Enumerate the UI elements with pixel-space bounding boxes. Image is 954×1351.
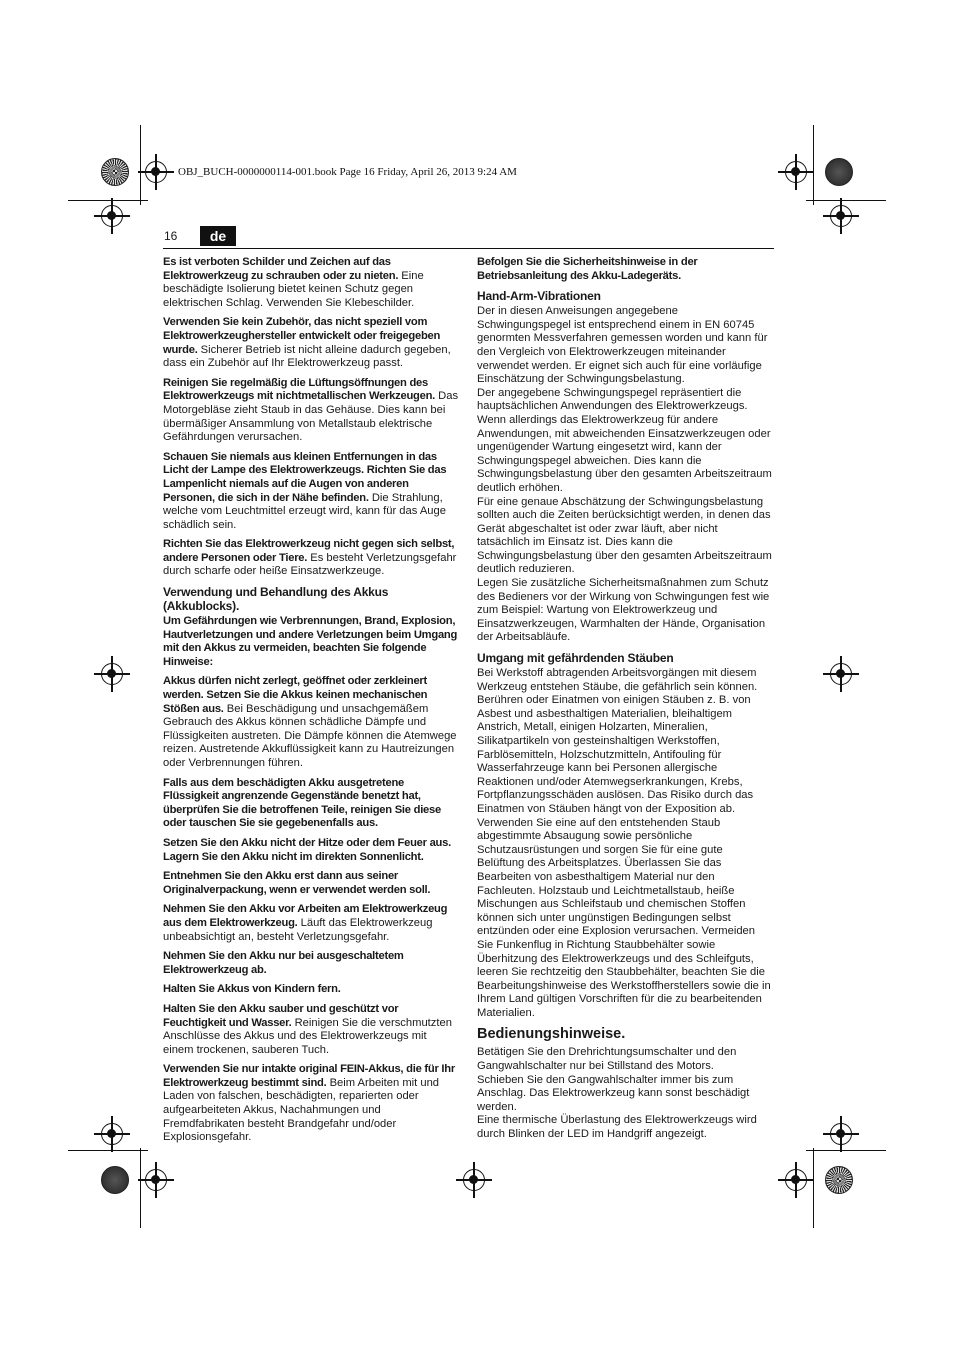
paragraph: Richten Sie das Elektrowerkzeug nicht gegen sich selbst, andere Personen oder Tiere. Es besteht Verletzungsgefahr durch scharfe oder heiße Einsatzwerkzeuge.	[163, 538, 457, 578]
paragraph: Nehmen Sie den Akku vor Arbeiten am Elektrowerkzeug aus dem Elektrowerkzeug. Läuft das Elektrowerkzeug unbeabsichtigt an, besteht Verletzungsgefahr.	[163, 903, 448, 943]
registration-mark-icon	[101, 1123, 123, 1145]
crop-mark	[813, 125, 814, 205]
paragraph: Bei Werkstoff abtragenden Arbeitsvorgängen mit diesem Werkzeug entstehen Stäube, die gefährlich sein können. Berühren oder Einatmen von einigen Stäuben z. B. von Asbest und asbesthaltigen Materialien, bleihaltigem Anstrich, Metall, einigen Holzarten, Mineralien, Silikatpartikeln von gesteinshaltigen Werkstoffen, Farblösemitteln, Holzschutzmitteln, Antifouling für Wasserfahrzeuge kann bei Personen allergische Reaktionen und/oder Atemwegserkrankungen, Krebs, Fortpflanzungsschäden auslösen. Das Risiko durch das Einatmen von Stäuben hängt von der Exposition ab. Verwenden Sie eine auf den entstehenden Staub abgestimmte Absaugung sowie persönliche Schutzausrüstungen und sorgen Sie für eine gute Belüftung des Arbeitsplatzes. Überlassen Sie das Bearbeiten von asbesthaltigem Material nur den Fachleuten. Holzstaub und Leichtmetallstaub, heiße Mischungen aus Schleifstaub und chemischen Stoffen können sich unter ungünstigen Bedingungen selbst entzünden oder eine Explosion verursachen. Vermeiden Sie Funkenflug in Richtung Staubbehälter sowie Überhitzung des Elektrowerkzeugs und des Schleifguts, leeren Sie rechtzeitig den Staubbehälter, beachten Sie die Bearbeitungshinweise des Werkstoffherstellers sowie die in Ihrem Land gültigen Vorschriften für die zu bearbeitenden Materialien.	[477, 667, 771, 1019]
section-heading-dust: Umgang mit gefährdenden Stäuben	[477, 651, 674, 666]
section-heading-vibration: Hand-Arm-Vibrationen	[477, 289, 601, 304]
registration-mark-icon	[785, 161, 807, 183]
header-divider	[163, 248, 774, 249]
crop-mark	[806, 200, 886, 201]
right-column	[477, 256, 773, 1142]
left-column	[163, 256, 459, 1151]
registration-mark-icon	[145, 161, 167, 183]
color-bar-icon	[825, 1166, 853, 1194]
crop-mark	[140, 1148, 141, 1228]
registration-mark-icon	[830, 205, 852, 227]
paragraph: Nehmen Sie den Akku nur bei ausgeschaltetem Elektrowerkzeug ab.	[163, 950, 404, 976]
registration-mark-icon	[830, 1123, 852, 1145]
paragraph: Es ist verboten Schilder und Zeichen auf das Elektrowerkzeug zu schrauben oder zu nieten. Eine beschädigte Isolierung bietet keinen Schutz gegen elektrischen Schlag. Verwenden Sie Klebeschilder.	[163, 256, 424, 309]
paragraph: Betätigen Sie den Drehrichtungsumschalter und den Gangwahlschalter nur bei Stillstand des Motors.	[477, 1046, 737, 1073]
crop-mark	[813, 1148, 814, 1228]
paragraph: Schauen Sie niemals aus kleinen Entfernungen in das Licht der Lampe des Elektrowerkzeugs. Richten Sie das Lampenlicht niemals auf die Augen von anderen Personen, die sich in der Nähe befinden. Die Strahlung, welche vom Leuchtmittel erzeugt wird, kann für das Auge schädlich sein.	[163, 450, 447, 531]
registration-mark-icon	[463, 1169, 485, 1191]
paragraph: Halten Sie Akkus von Kindern fern.	[163, 983, 341, 996]
crop-mark	[140, 125, 141, 205]
color-bar-icon	[101, 158, 129, 186]
paragraph: Reinigen Sie regelmäßig die Lüftungsöffnungen des Elektrowerkzeugs mit nichtmetallischen Werkzeugen. Das Motorgebläse zieht Staub in das Gehäuse. Dies kann bei übermäßiger Ansammlung von Metallstaub elektrische Gefährdungen verursachen.	[163, 376, 459, 444]
color-bar-icon	[825, 158, 853, 186]
paragraph: Der in diesen Anweisungen angegebene Schwingungspegel ist entsprechend einem in EN 60745 genormten Messverfahren gemessen worden und kann für den Vergleich von Elektrowerkzeugen miteinander verwendet werden. Er eignet sich auch für eine vorläufige Einschätzung der Schwingungsbelastung.	[477, 305, 768, 386]
paragraph: Eine thermische Überlastung des Elektrowerkzeugs wird durch Blinken der LED im Handgriff angezeigt.	[477, 1114, 757, 1141]
file-info-header: OBJ_BUCH-0000000114-001.book Page 16 Friday, April 26, 2013 9:24 AM	[178, 166, 517, 178]
crop-mark	[806, 1150, 886, 1151]
registration-mark-icon	[830, 663, 852, 685]
paragraph: Verwenden Sie nur intakte original FEIN-Akkus, die für Ihr Elektrowerkzeug bestimmt sind. Beim Arbeiten mit und Laden von falschen, beschädigten, reparierten oder aufgearbeiteten Akkus, Nachahmungen und Fremdfabrikaten besteht Brandgefahr und/oder Explosionsgefahr.	[163, 1063, 455, 1144]
paragraph: Der angegebene Schwingungspegel repräsentiert die hauptsächlichen Anwendungen des Elektrowerkzeugs. Wenn allerdings das Elektrowerkzeug für andere Anwendungen, mit abweichenden Einsatzwerkzeugen oder ungenügender Wartung eingesetzt wird, kann der Schwingungspegel abweichen. Dies kann die Schwingungsbelastung über den gesamten Arbeitszeitraum deutlich erhöhen.	[477, 386, 772, 494]
paragraph: Halten Sie den Akku sauber und geschützt vor Feuchtigkeit und Wasser. Reinigen Sie die verschmutzten Anschlüsse des Akkus und des Elektrowerkzeugs mit einem trockenen, sauberen Tuch.	[163, 1002, 452, 1056]
registration-mark-icon	[101, 663, 123, 685]
paragraph: Entnehmen Sie den Akku erst dann aus seiner Originalverpackung, wenn er verwendet werden soll.	[163, 870, 431, 896]
paragraph: Schieben Sie den Gangwahlschalter immer bis zum Anschlag. Das Elektrowerkzeug kann sonst beschädigt werden.	[477, 1073, 750, 1113]
paragraph: Befolgen Sie die Sicherheitshinweise in der Betriebsanleitung des Akku-Ladegeräts.	[477, 256, 698, 282]
registration-mark-icon	[785, 1169, 807, 1191]
crop-mark	[68, 1150, 148, 1151]
paragraph: Setzen Sie den Akku nicht der Hitze oder dem Feuer aus. Lagern Sie den Akku nicht im direkten Sonnenlicht.	[163, 836, 451, 863]
section-heading-operation: Bedienungshinweise.	[477, 1026, 626, 1043]
color-bar-icon	[101, 1166, 129, 1194]
registration-mark-icon	[145, 1169, 167, 1191]
registration-mark-icon	[101, 205, 123, 227]
language-badge: de	[200, 226, 236, 246]
section-heading-battery: Verwendung und Behandlung des Akkus (Akkublocks).	[163, 585, 389, 614]
paragraph: Für eine genaue Abschätzung der Schwingungsbelastung sollten auch die Zeiten berücksichtigt werden, in denen das Gerät abgeschaltet ist oder zwar läuft, aber nicht tatsächlich im Einsatz ist. Dies kann die Schwingungsbelastung über den gesamten Arbeitszeitraum deutlich reduzieren.	[477, 495, 772, 576]
paragraph: Akkus dürfen nicht zerlegt, geöffnet oder zerkleinert werden. Setzen Sie die Akkus keinen mechanischen Stößen aus. Bei Beschädigung und unsachgemäßem Gebrauch des Akkus können schädliche Dämpfe und Flüssigkeiten austreten. Die Dämpfe können die Atemwege reizen. Austretende Akkuflüssigkeit kann zu Hautreizungen oder Verbrennungen führen.	[163, 675, 457, 769]
paragraph: Um Gefährdungen wie Verbrennungen, Brand, Explosion, Hautverletzungen und andere Verletzungen beim Umgang mit den Akkus zu vermeiden, beachten Sie folgende Hinweise:	[163, 615, 458, 668]
crop-mark	[68, 200, 148, 201]
page-number: 16	[164, 229, 178, 243]
paragraph: Verwenden Sie kein Zubehör, das nicht speziell vom Elektrowerkzeughersteller entwickelt oder freigegeben wurde. Sicherer Betrieb ist nicht alleine dadurch gegeben, dass ein Zubehör auf Ihr Elektrowerkzeug passt.	[163, 316, 451, 370]
paragraph: Falls aus dem beschädigten Akku ausgetretene Flüssigkeit angrenzende Gegenstände benetzt hat, überprüfen Sie die betroffenen Teile, reinigen Sie diese oder tauschen Sie sie gegebenenfalls aus.	[163, 776, 441, 830]
paragraph: Legen Sie zusätzliche Sicherheitsmaßnahmen zum Schutz des Bedieners vor der Wirkung von Schwingungen fest wie zum Beispiel: Wartung von Elektrowerkzeug und Einsatzwerkzeugen, Warmhalten der Hände, Organisation der Arbeitsabläufe.	[477, 577, 770, 644]
